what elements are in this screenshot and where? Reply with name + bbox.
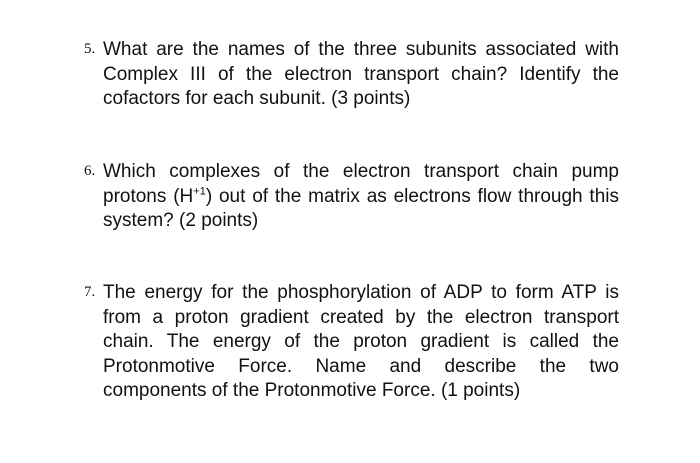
charge-superscript: +1 <box>193 185 206 198</box>
question-number: 7. <box>84 284 96 300</box>
question-number: 6. <box>84 163 96 179</box>
question-text <box>103 160 619 234</box>
question-number: 5. <box>84 41 96 57</box>
question-7 <box>76 281 636 404</box>
question-text-after: ) out of the matrix as electrons flow through this system? (2 points) <box>103 185 620 231</box>
question-text: What are the names of the three subunits associated with Complex III of the electron transport chain? Identify the cofactors for each subunit. (3 points) <box>103 39 619 109</box>
question-text: The energy for the phosphorylation of ADP to form ATP is from a proton gradient created by the electron transport chain. The energy of the proton gradient is called the Protonmotive Force. Name and describe the two components of the Protonmotive Force. (1 points) <box>103 282 619 401</box>
question-5 <box>76 38 636 112</box>
question-text-before: Which complexes of the electron transport chain pump protons (H <box>103 161 619 207</box>
question-6 <box>76 160 636 234</box>
